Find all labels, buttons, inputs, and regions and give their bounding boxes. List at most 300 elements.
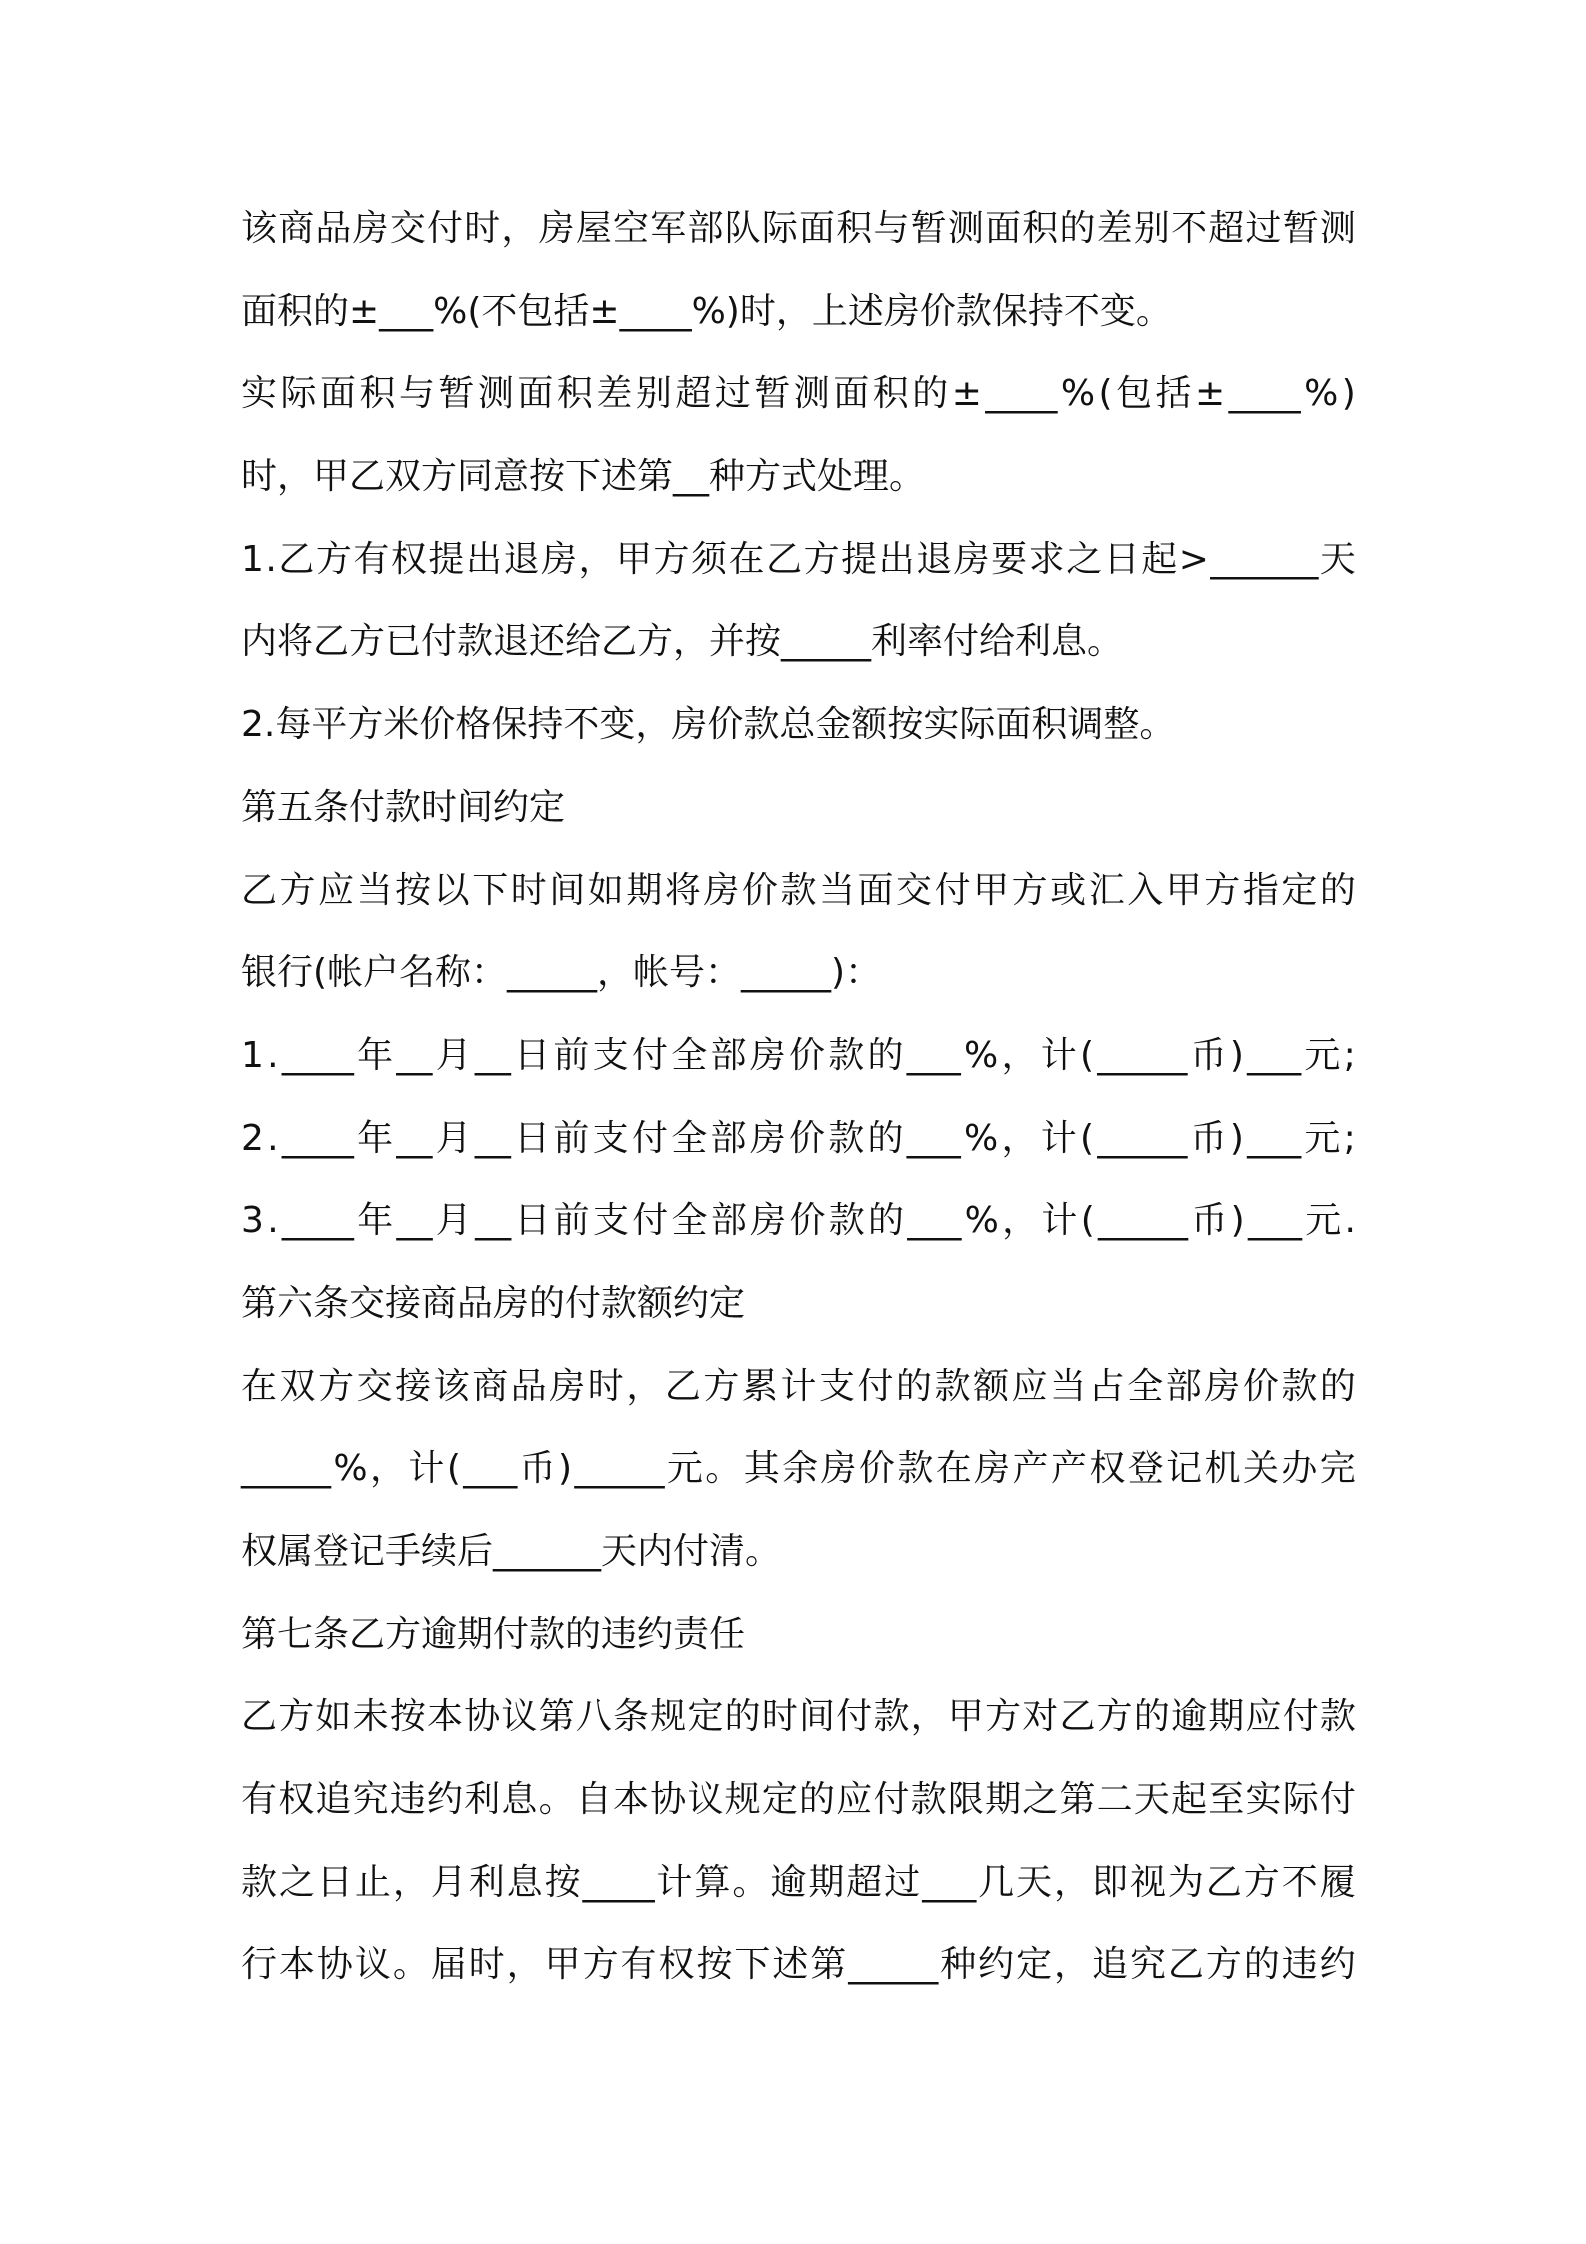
text-char: 协 bbox=[316, 1944, 353, 1986]
text-char: 前 bbox=[553, 1117, 590, 1159]
text-char: 价 bbox=[789, 1200, 826, 1242]
text-char: 测 bbox=[793, 373, 830, 415]
text-char: ， bbox=[370, 1448, 407, 1490]
text-char: 付 bbox=[632, 1200, 669, 1242]
text-char: 前 bbox=[553, 1034, 590, 1076]
text-char: 定 bbox=[1016, 1944, 1053, 1986]
text-char: 时 bbox=[587, 1365, 624, 1407]
text-char: 乙 bbox=[664, 1365, 701, 1407]
document-line bbox=[241, 519, 1356, 602]
text-char: 出 bbox=[878, 538, 915, 580]
text-char: 期 bbox=[1208, 1696, 1245, 1738]
text-char: 面 bbox=[857, 869, 894, 911]
text-char: 本 bbox=[278, 1944, 315, 1986]
text-char: 定 bbox=[687, 1696, 724, 1738]
text-char: 的 bbox=[1319, 1365, 1356, 1407]
text-char: 约 bbox=[427, 1779, 464, 1821]
text-char: 规 bbox=[650, 1696, 687, 1738]
text-char: 全 bbox=[671, 1117, 708, 1159]
text-char: 二 bbox=[1096, 1779, 1133, 1821]
text-char: 退 bbox=[503, 538, 540, 580]
text-char: 前 bbox=[553, 1200, 590, 1242]
text-char: 与 bbox=[398, 373, 435, 415]
text-char: 日 bbox=[1103, 538, 1140, 580]
text-char: ， bbox=[501, 208, 538, 249]
text-char: 的 bbox=[1319, 869, 1356, 911]
text-char: 款 bbox=[897, 1448, 934, 1490]
blank-field: _____ bbox=[241, 1448, 331, 1490]
text-char: 商 bbox=[472, 1365, 509, 1407]
text-char: 支 bbox=[592, 1117, 629, 1159]
text-char: % bbox=[1060, 373, 1096, 415]
text-char: 之 bbox=[278, 1861, 315, 1903]
text-char: 乙 bbox=[1059, 1696, 1096, 1738]
text-char: 过 bbox=[884, 1861, 921, 1903]
document-line bbox=[241, 1428, 1356, 1511]
text-char: 须 bbox=[691, 538, 728, 580]
text-char: 月 bbox=[435, 1200, 472, 1242]
text-char: 究 bbox=[1129, 1944, 1166, 1986]
text-char: 积 bbox=[359, 373, 396, 415]
document-line: 内将乙方已付款退还给乙方，并按_____利率付给利息。 bbox=[241, 621, 1124, 663]
document-line: 第六条交接商品房的付款额约定 bbox=[241, 1282, 746, 1324]
text-char: 究 bbox=[352, 1779, 389, 1821]
text-char: ) bbox=[558, 1448, 573, 1490]
text-char: 下 bbox=[472, 869, 509, 911]
text-char: 房 bbox=[1204, 1365, 1241, 1407]
blank-field: ___ bbox=[907, 1200, 962, 1242]
text-char: 币 bbox=[1190, 1034, 1227, 1076]
blank-field: ______ bbox=[1210, 538, 1319, 580]
document-line: 权属登记手续后______天内付清。 bbox=[241, 1531, 782, 1572]
text-char: 别 bbox=[1133, 208, 1170, 249]
text-char: % bbox=[964, 1117, 999, 1159]
text-char: 提 bbox=[428, 538, 465, 580]
text-char: . bbox=[267, 1034, 279, 1076]
text-char: 乙 bbox=[1167, 1944, 1204, 1986]
text-char: 甲 bbox=[616, 538, 653, 580]
text-char: 权 bbox=[278, 1779, 315, 1821]
text-char: 包 bbox=[1116, 373, 1153, 415]
blank-field: ___ bbox=[463, 1448, 518, 1490]
text-char: 。 bbox=[392, 1944, 429, 1986]
text-char: 追 bbox=[1092, 1944, 1129, 1986]
text-char: 的 bbox=[799, 1779, 836, 1821]
text-char: 房 bbox=[549, 1365, 586, 1407]
text-char: 实 bbox=[1245, 1779, 1282, 1821]
text-char: ) bbox=[1230, 1200, 1245, 1242]
text-char: 付 bbox=[836, 1696, 873, 1738]
text-char: 计 bbox=[1040, 1034, 1077, 1076]
document-line bbox=[241, 1180, 1356, 1263]
text-char: 部 bbox=[710, 1200, 747, 1242]
document-line bbox=[241, 850, 1356, 933]
text-char: 当 bbox=[1050, 1365, 1087, 1407]
text-char: 退 bbox=[916, 538, 953, 580]
text-char: 差 bbox=[1096, 208, 1133, 249]
text-char: ， bbox=[1054, 1861, 1091, 1903]
text-char: 月 bbox=[430, 1861, 467, 1903]
text-char: 如 bbox=[315, 1696, 352, 1738]
text-char: 起 bbox=[1171, 1779, 1208, 1821]
text-char: 部 bbox=[1165, 1365, 1202, 1407]
text-char: 履 bbox=[1319, 1861, 1356, 1903]
text-char: . bbox=[267, 1200, 279, 1242]
text-char: 对 bbox=[1022, 1696, 1059, 1738]
text-char: 的 bbox=[1059, 208, 1096, 249]
text-char: 约 bbox=[978, 1944, 1015, 1986]
blank-field: ___ bbox=[906, 1034, 961, 1076]
text-char: 提 bbox=[841, 538, 878, 580]
text-char: 有 bbox=[241, 1779, 278, 1821]
text-char: 权 bbox=[658, 1944, 695, 1986]
text-char: 年 bbox=[357, 1034, 394, 1076]
blank-field: ___ bbox=[1247, 1034, 1302, 1076]
text-char: 议 bbox=[354, 1944, 391, 1986]
document-line: 2.每平方米价格保持不变，房价款总金额按实际面积调整。 bbox=[241, 704, 1176, 746]
text-char: 部 bbox=[710, 1117, 747, 1159]
text-char: 天 bbox=[1133, 1779, 1170, 1821]
text-char: 规 bbox=[724, 1779, 761, 1821]
text-char: 第 bbox=[1059, 1779, 1096, 1821]
text-char: 其 bbox=[743, 1448, 780, 1490]
text-char: % bbox=[333, 1448, 368, 1490]
text-char: 测 bbox=[947, 208, 984, 249]
text-char: 面 bbox=[517, 373, 554, 415]
text-char: 测 bbox=[477, 373, 514, 415]
blank-field: ___ bbox=[906, 1117, 961, 1159]
text-char: 价 bbox=[741, 869, 778, 911]
text-char: 暂 bbox=[438, 373, 475, 415]
text-char: 的 bbox=[896, 1365, 933, 1407]
text-char: 权 bbox=[1089, 1448, 1126, 1490]
text-char: 。 bbox=[732, 1861, 769, 1903]
text-char: 未 bbox=[352, 1696, 389, 1738]
text-char: 累 bbox=[741, 1365, 778, 1407]
text-char: 房 bbox=[974, 1448, 1011, 1490]
blank-field: ___ bbox=[1247, 1117, 1302, 1159]
text-char: 军 bbox=[650, 208, 687, 249]
text-char: 第 bbox=[810, 1944, 847, 1986]
text-char: 方 bbox=[1011, 869, 1048, 911]
text-char: 起 bbox=[1141, 538, 1178, 580]
text-char: ) bbox=[1341, 373, 1356, 415]
text-char: 该 bbox=[241, 208, 278, 249]
text-char: 币 bbox=[1190, 1117, 1227, 1159]
text-char: 当 bbox=[818, 869, 855, 911]
text-char: 关 bbox=[1242, 1448, 1279, 1490]
text-char: 元 bbox=[1304, 1034, 1341, 1076]
text-char: ， bbox=[392, 1861, 429, 1903]
text-char: 方 bbox=[318, 1365, 355, 1407]
document-line bbox=[241, 188, 1356, 271]
text-char: 空 bbox=[613, 208, 650, 249]
text-char: 述 bbox=[772, 1944, 809, 1986]
text-char: 计 bbox=[1041, 1200, 1078, 1242]
text-char: 间 bbox=[549, 869, 586, 911]
text-char: 按 bbox=[395, 869, 432, 911]
text-char: 年 bbox=[357, 1200, 394, 1242]
text-char: 完 bbox=[1319, 1448, 1356, 1490]
text-char: 登 bbox=[1127, 1448, 1164, 1490]
text-char: 汇 bbox=[1088, 869, 1125, 911]
text-char: 房 bbox=[820, 1448, 857, 1490]
text-char: ( bbox=[446, 1448, 461, 1490]
text-char: 付 bbox=[631, 1034, 668, 1076]
text-char: 在 bbox=[935, 1448, 972, 1490]
blank-field: __ bbox=[474, 1034, 511, 1076]
text-char: 日 bbox=[514, 1034, 551, 1076]
text-char: 方 bbox=[1096, 1696, 1133, 1738]
text-char: 付 bbox=[631, 1117, 668, 1159]
text-char: 机 bbox=[1204, 1448, 1241, 1490]
text-char: 款 bbox=[873, 1696, 910, 1738]
text-char: 至 bbox=[1208, 1779, 1245, 1821]
text-char: 按 bbox=[389, 1696, 426, 1738]
text-char: 过 bbox=[1245, 208, 1282, 249]
text-char: 双 bbox=[279, 1365, 316, 1407]
text-char: 协 bbox=[650, 1779, 687, 1821]
text-char: 方 bbox=[1204, 869, 1241, 911]
text-char: 日 bbox=[316, 1861, 353, 1903]
text-char: 议 bbox=[687, 1779, 724, 1821]
text-char: 条 bbox=[613, 1696, 650, 1738]
blank-field: _____ bbox=[1097, 1034, 1188, 1076]
text-char: 的 bbox=[1243, 1944, 1280, 1986]
text-char: > bbox=[1178, 538, 1209, 580]
text-char: 价 bbox=[789, 1034, 826, 1076]
text-char: 元 bbox=[1305, 1200, 1342, 1242]
text-char: 利 bbox=[468, 1861, 505, 1903]
document-body bbox=[241, 188, 1356, 2007]
text-char: 期 bbox=[626, 869, 663, 911]
text-char: 际 bbox=[280, 373, 317, 415]
text-char: 1 bbox=[241, 538, 264, 580]
text-char: 计 bbox=[408, 1448, 445, 1490]
text-char: 算 bbox=[694, 1861, 731, 1903]
text-char: 支 bbox=[592, 1034, 629, 1076]
blank-field: ___ bbox=[1247, 1200, 1302, 1242]
text-char: ) bbox=[1229, 1117, 1244, 1159]
text-char: 方 bbox=[279, 869, 316, 911]
text-char: 有 bbox=[620, 1944, 657, 1986]
text-char: 限 bbox=[947, 1779, 984, 1821]
text-char: 利 bbox=[464, 1779, 501, 1821]
text-char: 的 bbox=[868, 1200, 905, 1242]
text-char: 如 bbox=[587, 869, 624, 911]
text-char: 房 bbox=[953, 538, 990, 580]
text-char: 要 bbox=[991, 538, 1028, 580]
text-char: 方 bbox=[1243, 1861, 1280, 1903]
text-char: 间 bbox=[799, 1696, 836, 1738]
text-char: % bbox=[964, 1200, 999, 1242]
text-char: 不 bbox=[1281, 1861, 1318, 1903]
document-line bbox=[241, 1842, 1356, 1925]
text-char: 办 bbox=[1281, 1448, 1318, 1490]
text-char: 八 bbox=[575, 1696, 612, 1738]
text-char: 房 bbox=[750, 1200, 787, 1242]
text-char: 约 bbox=[1319, 1944, 1356, 1986]
text-char: 交 bbox=[896, 869, 933, 911]
text-char: 付 bbox=[427, 208, 464, 249]
document-line bbox=[241, 1346, 1356, 1429]
text-char: 商 bbox=[278, 208, 315, 249]
text-char: 乙 bbox=[278, 538, 315, 580]
text-char: 几 bbox=[978, 1861, 1015, 1903]
document-line: 面积的±___%(不包括±____%)时，上述房价款保持不变。 bbox=[241, 290, 1172, 332]
text-char: 付 bbox=[934, 869, 971, 911]
document-line bbox=[241, 1676, 1356, 1759]
text-char: 余 bbox=[782, 1448, 819, 1490]
text-char: 暂 bbox=[754, 373, 791, 415]
text-char: ( bbox=[1080, 1200, 1095, 1242]
text-char: 方 bbox=[278, 1696, 315, 1738]
blank-field: ____ bbox=[281, 1200, 354, 1242]
text-char: 付 bbox=[1282, 1696, 1319, 1738]
text-char: 付 bbox=[1319, 1779, 1356, 1821]
text-char: 款 bbox=[780, 869, 817, 911]
text-char: 定 bbox=[1281, 869, 1318, 911]
text-char: 逾 bbox=[1171, 1696, 1208, 1738]
text-char: 元 bbox=[1304, 1117, 1341, 1159]
text-char: 之 bbox=[1066, 538, 1103, 580]
text-char: 全 bbox=[671, 1034, 708, 1076]
text-char: 在 bbox=[728, 538, 765, 580]
text-char: ， bbox=[626, 1365, 663, 1407]
text-char: 求 bbox=[1028, 538, 1065, 580]
text-char: 的 bbox=[724, 1696, 761, 1738]
text-char: 息 bbox=[506, 1861, 543, 1903]
text-char: 期 bbox=[808, 1861, 845, 1903]
text-char: 本 bbox=[613, 1779, 650, 1821]
text-char: 定 bbox=[761, 1779, 798, 1821]
text-char: 为 bbox=[1167, 1861, 1204, 1903]
text-char: 付 bbox=[873, 1779, 910, 1821]
text-char: % bbox=[964, 1034, 999, 1076]
text-char: ( bbox=[1098, 373, 1113, 415]
text-char: 房 bbox=[538, 208, 575, 249]
text-char: 期 bbox=[985, 1779, 1022, 1821]
blank-field: ____ bbox=[582, 1861, 655, 1903]
text-char: 的 bbox=[867, 1034, 904, 1076]
text-char: 额 bbox=[973, 1365, 1010, 1407]
text-char: 价 bbox=[858, 1448, 895, 1490]
blank-field: __ bbox=[474, 1117, 511, 1159]
text-char: 该 bbox=[433, 1365, 470, 1407]
text-char: 房 bbox=[749, 1034, 786, 1076]
text-char: 面 bbox=[799, 208, 836, 249]
text-char: 接 bbox=[395, 1365, 432, 1407]
text-char: 款 bbox=[241, 1861, 278, 1903]
text-char: 方 bbox=[703, 1365, 740, 1407]
text-char: 将 bbox=[664, 869, 701, 911]
blank-field: ____ bbox=[281, 1117, 354, 1159]
text-char: ， bbox=[1054, 1944, 1091, 1986]
text-char: 占 bbox=[1088, 1365, 1125, 1407]
text-char: 本 bbox=[427, 1696, 464, 1738]
text-char: 实 bbox=[241, 373, 278, 415]
text-char: 甲 bbox=[544, 1944, 581, 1986]
text-char: 交 bbox=[389, 208, 426, 249]
blank-field: ____ bbox=[985, 373, 1058, 415]
text-char: 即 bbox=[1091, 1861, 1128, 1903]
text-char: 违 bbox=[1281, 1944, 1318, 1986]
text-char: 乙 bbox=[241, 869, 278, 911]
text-char: % bbox=[1304, 373, 1339, 415]
text-char: 暂 bbox=[910, 208, 947, 249]
blank-field: ___ bbox=[922, 1861, 977, 1903]
text-char: 房 bbox=[540, 538, 577, 580]
text-char: ( bbox=[1080, 1034, 1095, 1076]
text-char: 按 bbox=[544, 1861, 581, 1903]
text-char: ， bbox=[506, 1944, 543, 1986]
text-char: 款 bbox=[828, 1034, 865, 1076]
text-char: 款 bbox=[828, 1200, 865, 1242]
text-char: 方 bbox=[803, 538, 840, 580]
text-char: 下 bbox=[734, 1944, 771, 1986]
text-char: 月 bbox=[435, 1034, 472, 1076]
text-char: 违 bbox=[389, 1779, 426, 1821]
text-char: 款 bbox=[828, 1117, 865, 1159]
text-char: 品 bbox=[315, 208, 352, 249]
text-char: 。 bbox=[538, 1779, 575, 1821]
blank-field: ____ bbox=[281, 1034, 354, 1076]
text-char: 产 bbox=[1012, 1448, 1049, 1490]
text-char: 的 bbox=[912, 373, 949, 415]
text-char: 暂 bbox=[1282, 208, 1319, 249]
text-char: 之 bbox=[1022, 1779, 1059, 1821]
text-char: 积 bbox=[836, 208, 873, 249]
text-char: . bbox=[267, 1117, 279, 1159]
text-char: 支 bbox=[592, 1200, 629, 1242]
text-char: 过 bbox=[714, 373, 751, 415]
text-char: 括 bbox=[1155, 373, 1192, 415]
text-char: 积 bbox=[556, 373, 593, 415]
text-char: 当 bbox=[356, 869, 393, 911]
text-char: 交 bbox=[356, 1365, 393, 1407]
text-char: 房 bbox=[703, 869, 740, 911]
text-char: 届 bbox=[430, 1944, 467, 1986]
text-char: 队 bbox=[724, 208, 761, 249]
text-char: 种 bbox=[940, 1944, 977, 1986]
text-char: 第 bbox=[538, 1696, 575, 1738]
text-char: 支 bbox=[818, 1365, 855, 1407]
text-char: 出 bbox=[465, 538, 502, 580]
text-char: 甲 bbox=[973, 869, 1010, 911]
text-char: 协 bbox=[464, 1696, 501, 1738]
text-char: 的 bbox=[867, 1117, 904, 1159]
text-char: 以 bbox=[433, 869, 470, 911]
text-char: ， bbox=[1001, 1034, 1038, 1076]
text-char: 方 bbox=[1205, 1944, 1242, 1986]
text-char: 款 bbox=[910, 1779, 947, 1821]
text-char: 币 bbox=[1191, 1200, 1228, 1242]
text-char: 全 bbox=[1127, 1365, 1164, 1407]
blank-field: __ bbox=[396, 1200, 433, 1242]
text-char: 计 bbox=[780, 1365, 817, 1407]
document-line bbox=[241, 1015, 1356, 1098]
text-char: 面 bbox=[833, 373, 870, 415]
text-char: 有 bbox=[353, 538, 390, 580]
text-char: 价 bbox=[789, 1117, 826, 1159]
text-char: 部 bbox=[710, 1034, 747, 1076]
text-char: ( bbox=[1080, 1117, 1095, 1159]
blank-field: _____ bbox=[1097, 1117, 1188, 1159]
text-char: 3 bbox=[241, 1200, 264, 1242]
text-char: 应 bbox=[318, 869, 355, 911]
text-char: 权 bbox=[390, 538, 427, 580]
blank-field: __ bbox=[396, 1034, 433, 1076]
